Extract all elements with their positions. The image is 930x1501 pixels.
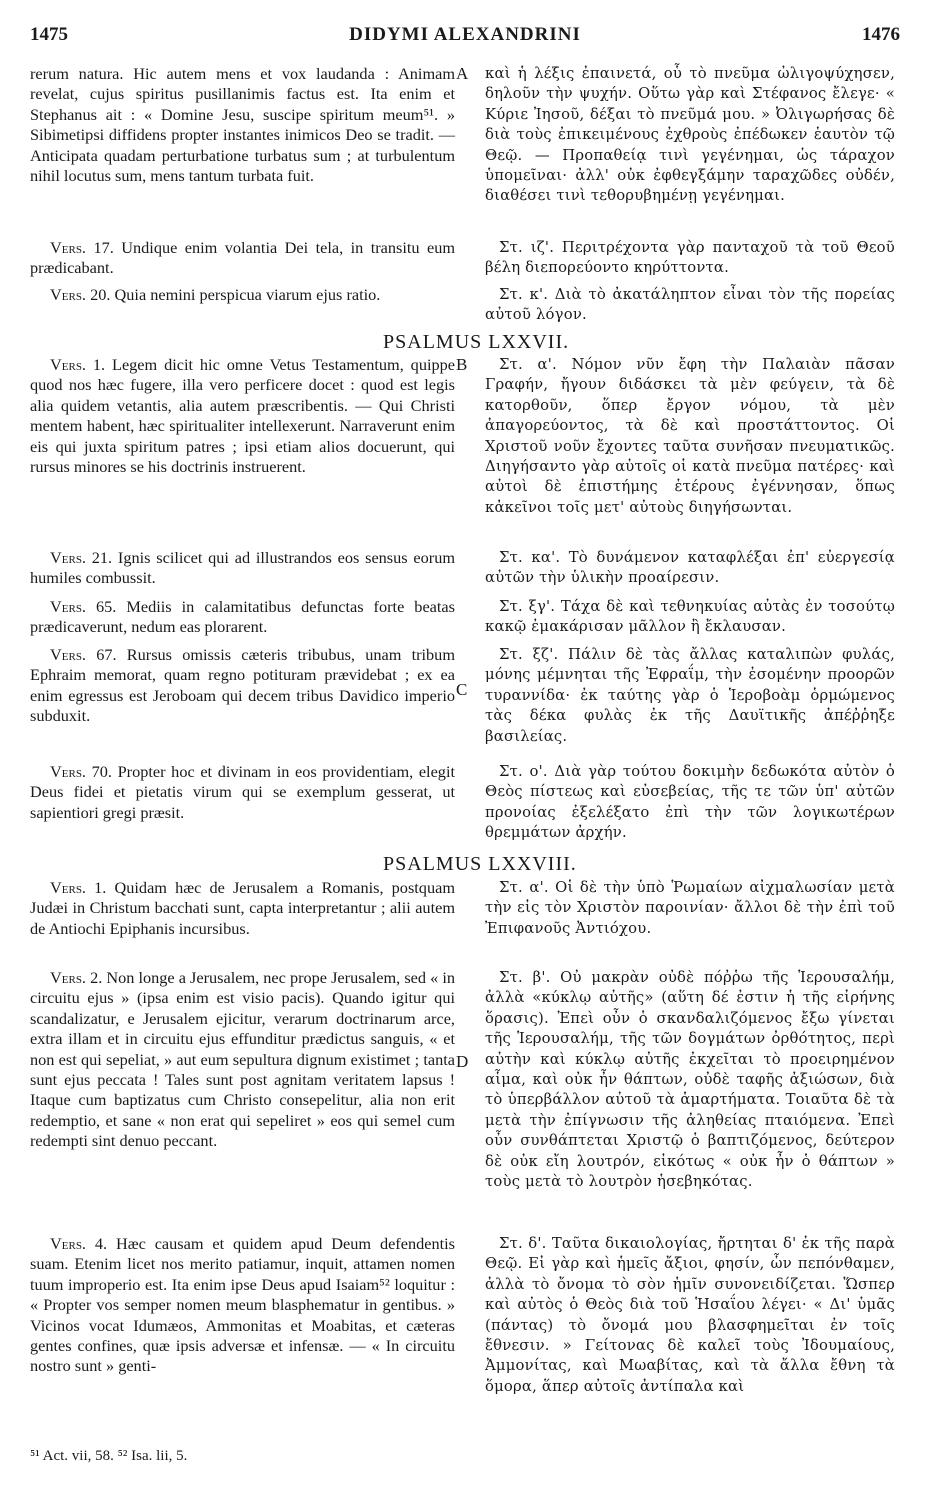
- footnotes: ⁵¹ Act. vii, 58. ⁵² Isa. lii, 5.: [30, 1448, 188, 1464]
- latin-paragraph: Vers. 67. Rursus omissis cæteris tribubus, unam tribum Ephraim memorat, quam regno potituram prævidebat ; ex ea enim egressus est Jeroboam qui decem tribus Davidico imperio subduxit.: [30, 645, 455, 726]
- psalm-heading-78: PSALMUS LXXVIII.: [383, 853, 577, 875]
- page-header: [30, 24, 900, 48]
- greek-paragraph: Στ. α'. Νόμον νῦν ἔφη τὴν Παλαιὰν πᾶσαν Γραφήν, ἤγουν διδάσκει τὰ μὲν φεύγειν, τὰ δὲ κατορθοῦν, ὅπερ ἔργον νόμου, τὰ μὲν ἀπαγορεύοντος, τὰ δὲ καὶ προστάττοντος. Οἱ Χριστοῦ νοῦν ἔχοντες ταῦτα συνῆσαν πνευματικῶς. Διηγήσαντο γὰρ αὐτοῖς οἱ κατὰ πνεῦμα πατέρες· καὶ αὐτοὶ δὲ ἐπιστήμης ἑτέρους ἐγέννησαν, ὅπως κἀκεῖνοι τοῖς μετ' αὐτοὺς διηγήσωνται.: [485, 356, 895, 516]
- margin-marker-d: D: [456, 1052, 469, 1071]
- greek-paragraph: Στ. ξζ'. Πάλιν δὲ τὰς ἄλλας καταλιπὼν φυλάς, μόνης μέμνηται τῆς Ἐφραΐμ, τὴν ἐσομένην προορῶν τυραννίδα· ἐκ ταύτης γὰρ ὁ Ἱεροβοὰμ ὁρμώμενος τὰς δέκα φυλὰς ἐκ τῆς Δαυϊτικῆς ἀπέῤῥηξε βασιλείας.: [485, 646, 895, 745]
- latin-paragraph: Vers. 21. Ignis scilicet qui ad illustrandos eos sensus eorum humiles combussit.: [30, 548, 455, 588]
- verse-label: Vers. 4.: [50, 1234, 108, 1253]
- latin-paragraph: Vers. 4. Hæc causam et quidem apud Deum defendentis suam. Etenim licet nos merito patiamur, inquit, attamen nomen tuum improperio est. Ita enim ipse Deus apud Isaiam⁵² loquitur : « Propter vos semper nomen meum blasphematur in gentibus. » Vicinos vocat Idumæos, Ammonitas et Moabitas, et cæteras gentes confines, quæ ipsis adversæ et infensæ. — « In circuitu nostro sunt » genti-: [30, 1234, 455, 1376]
- greek-paragraph: καὶ ἡ λέξις ἐπαινετά, οὗ τὸ πνεῦμα ὠλιγοψύχησεν, δηλοῦν τὴν ψυχήν. Οὕτω γὰρ καὶ Στέφανος ἔλεγε· « Κύριε Ἰησοῦ, δέξαι τὸ πνεῦμά μου. » Ὀλιγωρήσας δὲ διὰ τοὺς ἐπικειμένους ἐχθροὺς ἐπέδωκεν ἑαυτὸν τῷ Θεῷ. — Προπαθείᾳ τινὶ γεγένημαι, ὡς τάραχον ὑπομεῖναι· ἀλλ' οὐκ ἐφθεγξάμην ταραχῶδες οὐδέν, διαθέσει τινὶ τεθορυβημένῃ γεγένημαι.: [485, 65, 895, 205]
- margin-marker-a: A: [456, 64, 469, 83]
- verse-label: Vers. 70.: [50, 762, 112, 781]
- greek-paragraph: Στ. ξγ'. Τάχα δὲ καὶ τεθνηκυίας αὐτὰς ἐν τοσούτῳ κακῷ ἐμακάρισαν μᾶλλον ἢ ἔκλαυσαν.: [485, 598, 895, 636]
- greek-paragraph: Στ. κα'. Τὸ δυνάμενον καταφλέξαι ἐπ' εὐεργεσίᾳ αὐτῶν τὴν ὑλικὴν προαίρεσιν.: [485, 549, 895, 587]
- verse-label: Vers. 65.: [50, 597, 117, 616]
- latin-paragraph: Vers. 2. Non longe a Jerusalem, nec prope Jerusalem, sed « in circuitu ejus » (ipsa enim est visio pacis). Quando igitur qui scandalizatur, e Jerusalem ejicitur, verarum doctrinarum arce, extra illam et in circuitu ejus effunditur prædictus sanguis, « et non est qui sepeliat, » aut eum sepultura dignum existimet ; tanta sunt ejus peccata ! Tales sunt post agnitam veritatem lapsus ! Itaque cum baptizatus cum Christo consepelitur, alia non erit redemptio, et sane « non erat qui sepeliret » eos qui semel cum redempti sint denuo peccant.: [30, 968, 455, 1151]
- greek-paragraph: Στ. ο'. Διὰ γὰρ τούτου δοκιμὴν δεδωκότα αὐτὸν ὁ Θεὸς πίστεως καὶ εὐσεβείας, τῆς τε τῶν ὑπ' αὐτῶν προνοίας ἐξελέξατο ἐπὶ τὴν τῶν λογικωτέρων θρεμμάτων ἀρχήν.: [485, 763, 895, 842]
- margin-marker-c: C: [456, 680, 468, 699]
- latin-paragraph: rerum natura. Hic autem mens et vox laudanda : Animam revelat, cujus spiritus pusillanimis factus est. Ita enim et Stephanus ait : « Domine Jesu, suscipe spiritum meum⁵¹. » Sibimetipsi diffidens propter instantes inimicos Deo se tradit. — Anticipata quadam perturbatione turbatus sum ; at turbulentum nihil locutus sum, mens tantum turbata fuit.: [30, 64, 455, 186]
- running-title: DIDYMI ALEXANDRINI: [349, 24, 581, 45]
- greek-paragraph: Στ. α'. Οἱ δὲ τὴν ὑπὸ Ῥωμαίων αἰχμαλωσίαν μετὰ τὴν εἰς τὸν Χριστὸν παροινίαν· ἄλλοι δὲ τὴν ἐπὶ τοῦ Ἐπιφανοῦς Ἀντιόχου.: [485, 879, 895, 937]
- verse-label: Vers. 67.: [50, 645, 117, 664]
- greek-paragraph: Στ. δ'. Ταῦτα δικαιολογίας, ἤρτηται δ' ἐκ τῆς παρὰ Θεῷ. Εἰ γὰρ καὶ ἡμεῖς ἄξιοι, φησίν, ὧν πεπόνθαμεν, ἀλλὰ τὸ ὄνομα τὸ σὸν ἡμῖν συνονειδίζεται. Ὥσπερ καὶ αὐτὸς ὁ Θεὸς διὰ τοῦ Ἡσαΐου λέγει· « Δι' ὑμᾶς (πάντας) τὸ ὄνομά μου βλασφημεῖται ἐν τοῖς ἔθνεσιν. » Γείτονας δὲ καλεῖ τοὺς Ἰδουμαίους, Ἀμμονίτας, καὶ Μωαβίτας, καὶ τὰ ἄλλα ἔθνη τὰ ὅμορα, ἅπερ αὐτοῖς ἀντίπαλα καὶ: [485, 1235, 895, 1395]
- psalm-heading-77: PSALMUS LXXVII.: [383, 331, 570, 353]
- page-number-left: 1475: [30, 24, 68, 45]
- margin-marker-b: B: [456, 355, 468, 374]
- latin-paragraph: Vers. 70. Propter hoc et divinam in eos providentiam, elegit Deus fidei et pietatis virum qui se exemplum gesserat, ut sapientiori gregi præsit.: [30, 762, 455, 822]
- latin-paragraph: Vers. 65. Mediis in calamitatibus defunctas forte beatas prædicaverunt, nedum eas plorarent.: [30, 597, 455, 637]
- latin-paragraph: Vers. 1. Quidam hæc de Jerusalem a Romanis, postquam Judæi in Christum bacchati sunt, capta interpretantur ; alii autem de Antiochi Epiphanis incursibus.: [30, 878, 455, 938]
- greek-paragraph: Στ. ιζ'. Περιτρέχοντα γὰρ πανταχοῦ τὰ τοῦ Θεοῦ βέλη διεπορεύοντο κηρύττοντα.: [485, 239, 895, 277]
- verse-label: Vers. 2.: [50, 968, 103, 987]
- verse-label: Vers. 1.: [50, 878, 107, 897]
- verse-label: Vers. 20.: [50, 285, 111, 304]
- page-number-right: 1476: [862, 24, 900, 45]
- verse-label: Vers. 21.: [50, 548, 113, 567]
- latin-paragraph: Vers. 1. Legem dicit hic omne Vetus Testamentum, quippe quod nos hæc fugere, illa vero perficere docet : quod est legis alia quidem vetantis, alia autem præscribentis. — Qui Christi mentem habent, hæc spiritualiter intellexerunt. Narraverunt enim eis qui juxta spiritum patres ; ipsi etiam alios docuerunt, qui rursus minores se his doctrinis instruerent.: [30, 355, 455, 477]
- greek-paragraph: Στ. β'. Οὐ μακρὰν οὐδὲ πόῤῥω τῆς Ἱερουσαλήμ, ἀλλὰ «κύκλῳ αὐτῆς» (αὕτη δέ ἐστιν ἡ τῆς εἰρήνης ὅρασις). Ἐπεὶ οὖν ὁ σκανδαλιζόμενος ἔξω γίνεται τῆς Ἱερουσαλήμ, τῆς τῶν δογμάτων ὀρθότητος, περὶ αὐτὴν καὶ κύκλῳ αὐτῆς ἐκχεῖται τὸ προειρημένον αἷμα, καὶ οὐκ ἦν θάπτων, οὐδὲ ταφῆς ἀξιώσων, διὰ τὸ ὑπερβάλλον αὐτοῦ τὰ ἁμαρτήματα. Τοιαῦτα δὲ τὰ μετὰ τὴν ἐπίγνωσιν τῆς ἀληθείας πταιόμενα. Ἐπεὶ οὖν συνθάπτεται Χριστῷ ὁ βαπτιζόμενος, δεύτερον δὲ οὐκ εἴη λουτρόν, εἰκότως « οὐκ ἦν ὁ θάπτων » τοὺς μετὰ τὸ λουτρὸν ἡσεβηκότας.: [485, 969, 895, 1191]
- greek-paragraph: Στ. κ'. Διὰ τὸ ἀκατάληπτον εἶναι τὸν τῆς πορείας αὐτοῦ λόγον.: [485, 286, 895, 324]
- latin-paragraph: Vers. 17. Undique enim volantia Dei tela, in transitu eum prædicabant.: [30, 238, 455, 278]
- verse-label: Vers. 17.: [50, 238, 114, 257]
- latin-paragraph: Vers. 20. Quia nemini perspicua viarum ejus ratio.: [50, 285, 381, 304]
- verse-label: Vers. 1.: [50, 355, 106, 374]
